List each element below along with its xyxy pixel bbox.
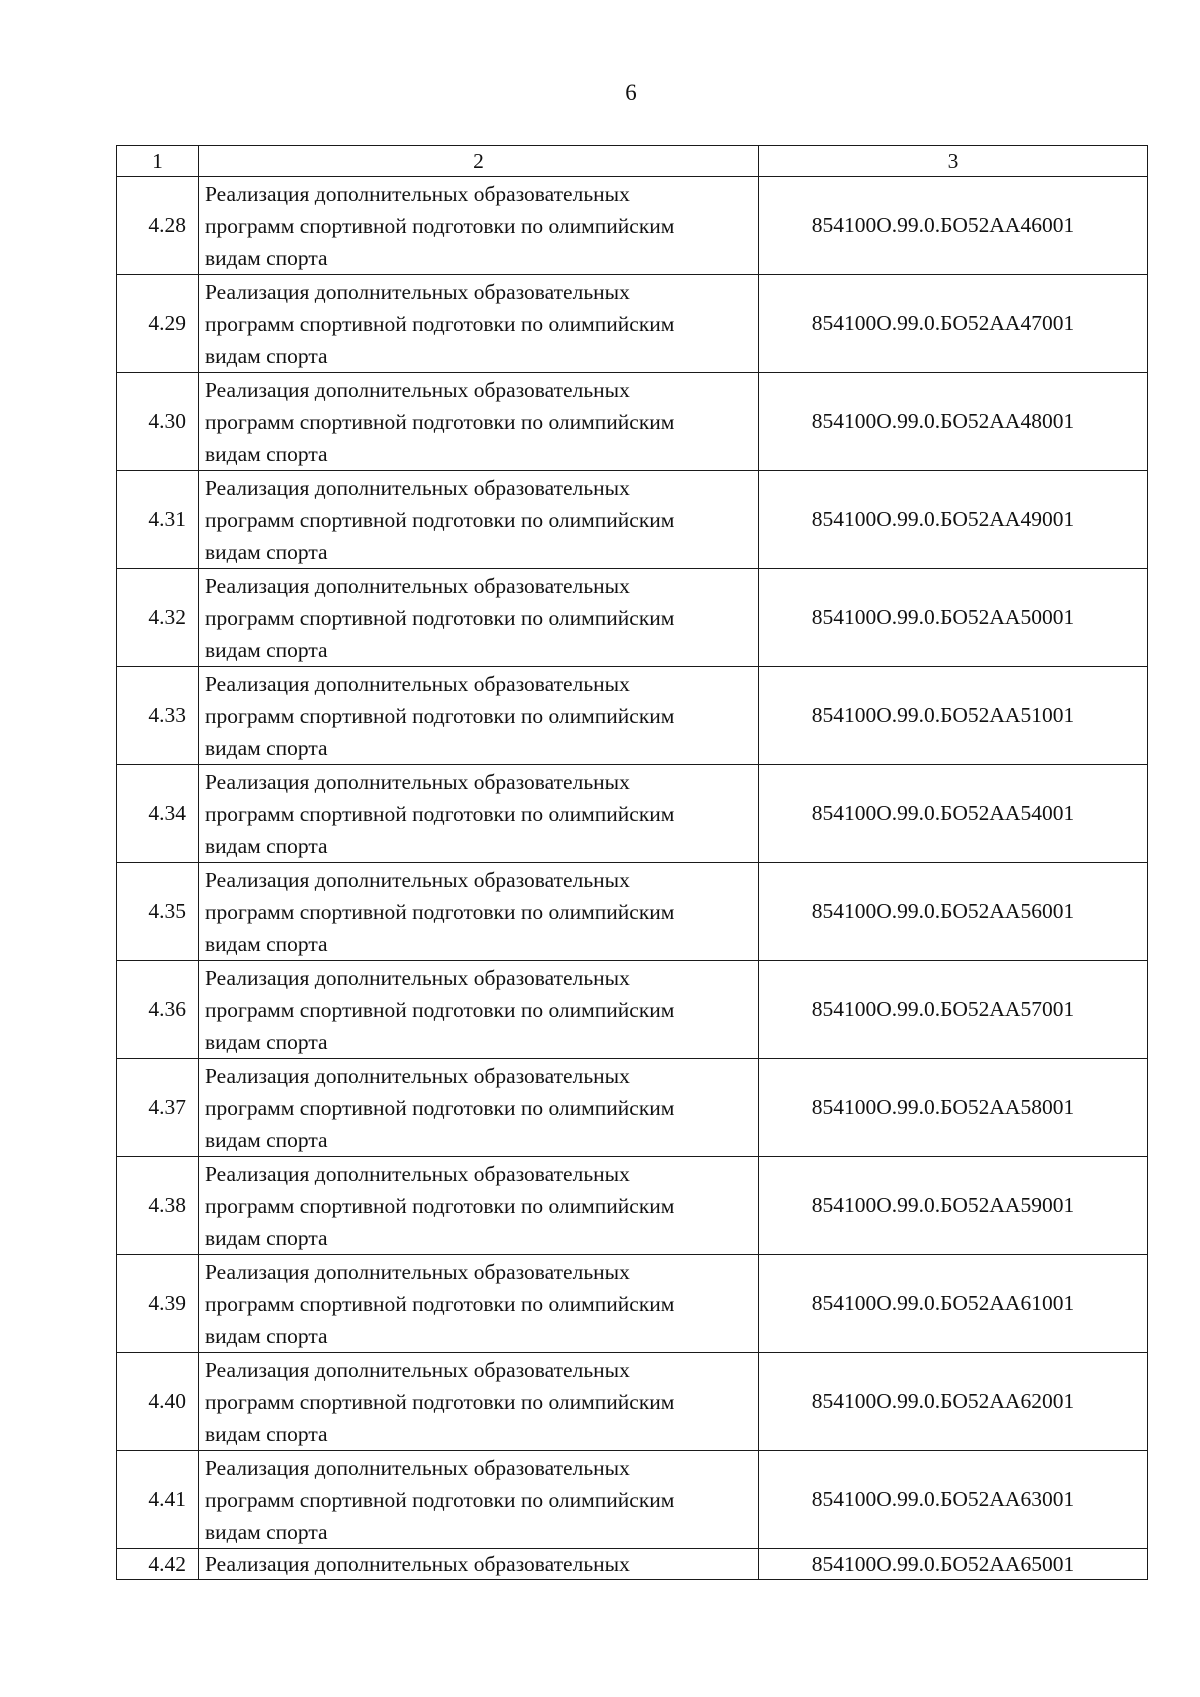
table-row <box>117 275 1148 373</box>
table-row <box>117 863 1148 961</box>
service-name-cell <box>199 471 759 569</box>
header-cell-2: 2 <box>199 146 759 177</box>
service-name-cell <box>199 1353 759 1451</box>
service-name-line: программ спортивной подготовки по олимпийским <box>205 703 675 728</box>
row-number-cell: 4.35 <box>117 863 199 961</box>
service-name-line: программ спортивной подготовки по олимпийским <box>205 605 675 630</box>
row-number-cell: 4.34 <box>117 765 199 863</box>
service-name-cell <box>199 961 759 1059</box>
table-row <box>117 569 1148 667</box>
service-name-line: программ спортивной подготовки по олимпийским <box>205 507 675 532</box>
table-row <box>117 1157 1148 1255</box>
table-header-row <box>117 146 1148 177</box>
service-name-cell <box>199 1255 759 1353</box>
row-number-cell: 4.36 <box>117 961 199 1059</box>
service-name-line: видам спорта <box>205 931 328 956</box>
service-name-line: Реализация дополнительных образовательных <box>205 1063 630 1088</box>
registry-code-cell: 854100О.99.0.БО52АА63001 <box>759 1451 1148 1549</box>
row-number-cell: 4.31 <box>117 471 199 569</box>
service-name-line: программ спортивной подготовки по олимпийским <box>205 801 675 826</box>
service-name-line: Реализация дополнительных образовательных <box>205 1455 630 1480</box>
table-row <box>117 373 1148 471</box>
service-name-line: Реализация дополнительных образовательных <box>205 1259 630 1284</box>
service-name-line: видам спорта <box>205 833 328 858</box>
table-row <box>117 177 1148 275</box>
registry-code-cell: 854100О.99.0.БО52АА58001 <box>759 1059 1148 1157</box>
service-name-line: видам спорта <box>205 1519 328 1544</box>
service-name-line: Реализация дополнительных образовательных <box>205 867 630 892</box>
registry-code-cell: 854100О.99.0.БО52АА57001 <box>759 961 1148 1059</box>
service-name-line: Реализация дополнительных образовательных <box>205 475 630 500</box>
service-name-line: видам спорта <box>205 637 328 662</box>
service-name-line: программ спортивной подготовки по олимпийским <box>205 1193 675 1218</box>
service-name-line: Реализация дополнительных образовательных <box>205 377 630 402</box>
service-name-line: Реализация дополнительных образовательных <box>205 965 630 990</box>
registry-code-cell: 854100О.99.0.БО52АА49001 <box>759 471 1148 569</box>
table-row <box>117 667 1148 765</box>
row-number-cell: 4.41 <box>117 1451 199 1549</box>
registry-code-cell: 854100О.99.0.БО52АА56001 <box>759 863 1148 961</box>
row-number-cell: 4.28 <box>117 177 199 275</box>
service-name-line: Реализация дополнительных образовательных <box>205 1552 630 1576</box>
service-name-line: Реализация дополнительных образовательных <box>205 573 630 598</box>
service-name-line: программ спортивной подготовки по олимпийским <box>205 899 675 924</box>
registry-code-cell: 854100О.99.0.БО52АА59001 <box>759 1157 1148 1255</box>
registry-code-cell: 854100О.99.0.БО52АА48001 <box>759 373 1148 471</box>
registry-code-cell: 854100О.99.0.БО52АА54001 <box>759 765 1148 863</box>
table-row <box>117 961 1148 1059</box>
service-name-cell <box>199 765 759 863</box>
registry-code-cell: 854100О.99.0.БО52АА47001 <box>759 275 1148 373</box>
row-number-cell: 4.42 <box>117 1549 199 1580</box>
service-name-line: видам спорта <box>205 1225 328 1250</box>
service-name-line: Реализация дополнительных образовательных <box>205 769 630 794</box>
services-table <box>116 145 1148 1580</box>
service-name-line: программ спортивной подготовки по олимпийским <box>205 1095 675 1120</box>
service-name-line: программ спортивной подготовки по олимпийским <box>205 997 675 1022</box>
service-name-cell <box>199 373 759 471</box>
table-row <box>117 765 1148 863</box>
service-name-line: видам спорта <box>205 1421 328 1446</box>
row-number-cell: 4.37 <box>117 1059 199 1157</box>
table-row <box>117 1451 1148 1549</box>
registry-code-cell: 854100О.99.0.БО52АА65001 <box>759 1549 1148 1580</box>
service-name-cell <box>199 1549 759 1580</box>
header-cell-1: 1 <box>117 146 199 177</box>
header-cell-3: 3 <box>759 146 1148 177</box>
service-name-cell <box>199 275 759 373</box>
table-row <box>117 1059 1148 1157</box>
row-number-cell: 4.39 <box>117 1255 199 1353</box>
registry-code-cell: 854100О.99.0.БО52АА51001 <box>759 667 1148 765</box>
service-name-cell <box>199 1451 759 1549</box>
service-name-line: видам спорта <box>205 735 328 760</box>
service-name-line: Реализация дополнительных образовательных <box>205 279 630 304</box>
service-name-cell <box>199 1157 759 1255</box>
service-name-cell <box>199 863 759 961</box>
service-name-line: программ спортивной подготовки по олимпийским <box>205 1389 675 1414</box>
registry-code-cell: 854100О.99.0.БО52АА50001 <box>759 569 1148 667</box>
service-name-line: Реализация дополнительных образовательных <box>205 181 630 206</box>
service-name-line: Реализация дополнительных образовательных <box>205 671 630 696</box>
service-name-line: видам спорта <box>205 1323 328 1348</box>
service-name-line: программ спортивной подготовки по олимпийским <box>205 1487 675 1512</box>
row-number-cell: 4.38 <box>117 1157 199 1255</box>
service-name-line: программ спортивной подготовки по олимпийским <box>205 1291 675 1316</box>
service-name-cell <box>199 1059 759 1157</box>
service-name-line: видам спорта <box>205 245 328 270</box>
registry-code-cell: 854100О.99.0.БО52АА61001 <box>759 1255 1148 1353</box>
table-body <box>117 146 1148 1580</box>
service-name-line: Реализация дополнительных образовательных <box>205 1357 630 1382</box>
row-number-cell: 4.32 <box>117 569 199 667</box>
registry-code-cell: 854100О.99.0.БО52АА62001 <box>759 1353 1148 1451</box>
service-name-line: Реализация дополнительных образовательных <box>205 1161 630 1186</box>
table-row <box>117 1255 1148 1353</box>
registry-code-cell: 854100О.99.0.БО52АА46001 <box>759 177 1148 275</box>
row-number-cell: 4.30 <box>117 373 199 471</box>
service-name-line: программ спортивной подготовки по олимпийским <box>205 213 675 238</box>
row-number-cell: 4.33 <box>117 667 199 765</box>
service-name-line: программ спортивной подготовки по олимпийским <box>205 311 675 336</box>
row-number-cell: 4.29 <box>117 275 199 373</box>
service-name-line: видам спорта <box>205 343 328 368</box>
table-row <box>117 471 1148 569</box>
table-row <box>117 1353 1148 1451</box>
service-name-line: видам спорта <box>205 1029 328 1054</box>
service-name-cell <box>199 667 759 765</box>
row-number-cell: 4.40 <box>117 1353 199 1451</box>
page-number: 6 <box>625 80 637 105</box>
service-name-line: видам спорта <box>205 441 328 466</box>
service-name-line: видам спорта <box>205 539 328 564</box>
service-name-line: видам спорта <box>205 1127 328 1152</box>
service-name-cell <box>199 177 759 275</box>
table-row <box>117 1549 1148 1580</box>
service-name-line: программ спортивной подготовки по олимпийским <box>205 409 675 434</box>
service-name-cell <box>199 569 759 667</box>
